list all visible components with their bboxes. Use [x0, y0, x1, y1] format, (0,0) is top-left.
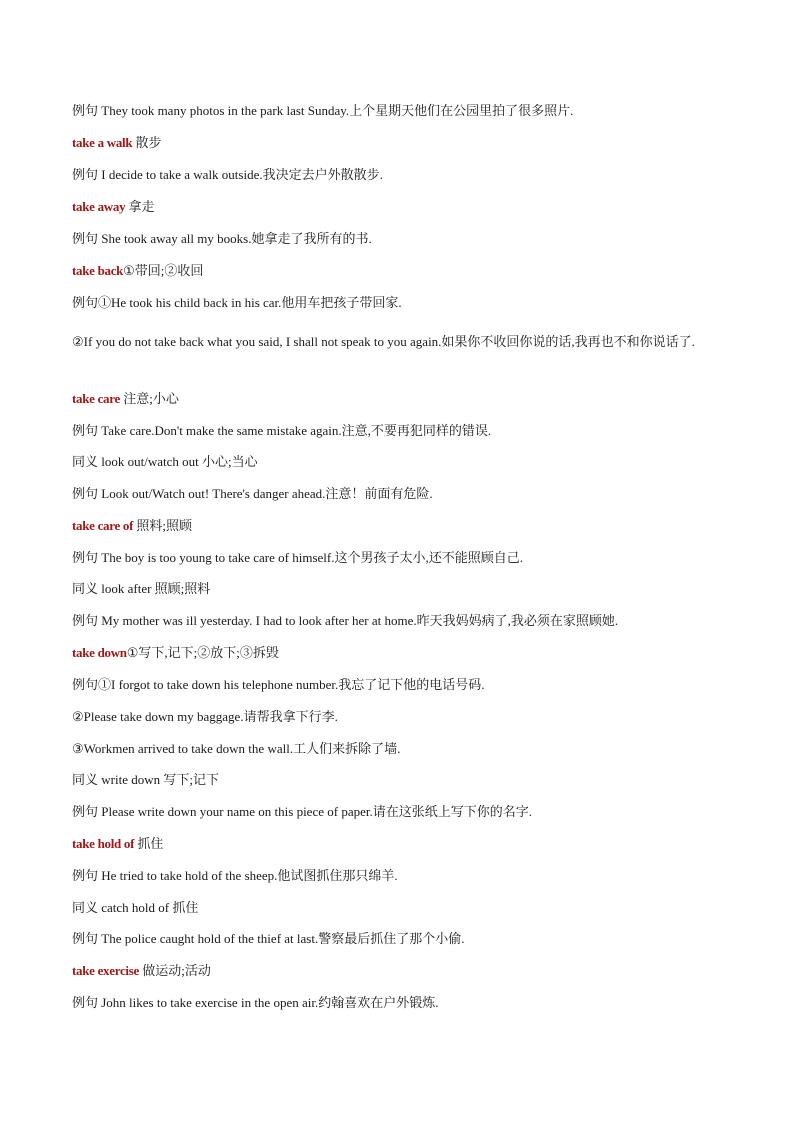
- phrase-keyword: take back: [72, 263, 124, 278]
- phrase-meaning: ①写下,记下;②放下;③拆毁: [126, 645, 279, 660]
- example-line: 例句 The boy is too young to take care of himself.这个男孩子太小,还不能照顾自己.: [72, 550, 523, 565]
- example-line: 例句 Take care.Don't make the same mistake again.注意,不要再犯同样的错误.: [72, 423, 492, 438]
- phrase-keyword: take care: [72, 391, 120, 406]
- phrase-keyword: take away: [72, 199, 126, 214]
- example-line: 例句 I decide to take a walk outside.我决定去户外散散步.: [72, 167, 383, 182]
- phrase-meaning: 注意;小心: [119, 391, 179, 406]
- synonym-line: 同义 write down 写下;记下: [72, 772, 219, 787]
- example-line: ②Please take down my baggage.请帮我拿下行李.: [72, 709, 338, 724]
- example-line: 例句①He took his child back in his car.他用车把孩子带回家.: [72, 295, 402, 310]
- example-line: 例句 Please write down your name on this piece of paper.请在这张纸上写下你的名字.: [72, 804, 532, 819]
- example-line: ②If you do not take back what you said, I shall not speak to you again.如果你不收回你说的话,我再也不和你说话了.: [72, 334, 695, 349]
- phrase-meaning: 拿走: [125, 199, 155, 214]
- phrase-keyword: take care of: [72, 518, 134, 533]
- phrase-keyword: take down: [72, 645, 127, 660]
- phrase-heading: [72, 835, 734, 853]
- example-line: 例句 He tried to take hold of the sheep.他试图抓住那只绵羊.: [72, 868, 398, 883]
- example-line: 例句 She took away all my books.她拿走了我所有的书.: [72, 231, 372, 246]
- example-line: 例句 My mother was ill yesterday. I had to look after her at home.昨天我妈妈病了,我必须在家照顾她.: [72, 613, 619, 628]
- example-line: 例句①I forgot to take down his telephone number.我忘了记下他的电话号码.: [72, 677, 485, 692]
- phrase-heading: [72, 644, 734, 662]
- phrase-meaning: 散步: [132, 135, 162, 150]
- phrase-keyword: take hold of: [72, 836, 135, 851]
- example-line: 例句 They took many photos in the park last Sunday.上个星期天他们在公园里拍了很多照片.: [72, 103, 574, 118]
- synonym-line: 同义 look out/watch out 小心;当心: [72, 454, 258, 469]
- phrase-heading: [72, 198, 734, 216]
- phrase-heading: [72, 517, 734, 535]
- example-line: 例句 Look out/Watch out! There's danger ahead.注意！前面有危险.: [72, 486, 433, 501]
- example-line: 例句 The police caught hold of the thief at last.警察最后抓住了那个小偷.: [72, 931, 465, 946]
- phrase-keyword: take exercise: [72, 963, 139, 978]
- phrase-meaning: 抓住: [134, 836, 164, 851]
- phrase-meaning: 照料;照顾: [133, 518, 193, 533]
- synonym-line: 同义 look after 照顾;照料: [72, 581, 211, 596]
- phrase-heading: [72, 134, 734, 152]
- example-line: 例句 John likes to take exercise in the open air.约翰喜欢在户外锻炼.: [72, 995, 439, 1010]
- example-line: ③Workmen arrived to take down the wall.工人们来拆除了墙.: [72, 741, 401, 756]
- phrase-keyword: take a walk: [72, 135, 133, 150]
- phrase-heading: [72, 962, 734, 980]
- phrase-meaning: ①带回;②收回: [123, 263, 204, 278]
- phrase-heading: [72, 390, 734, 408]
- synonym-line: 同义 catch hold of 抓住: [72, 900, 199, 915]
- phrase-heading: [72, 262, 734, 280]
- phrase-meaning: 做运动;活动: [138, 963, 211, 978]
